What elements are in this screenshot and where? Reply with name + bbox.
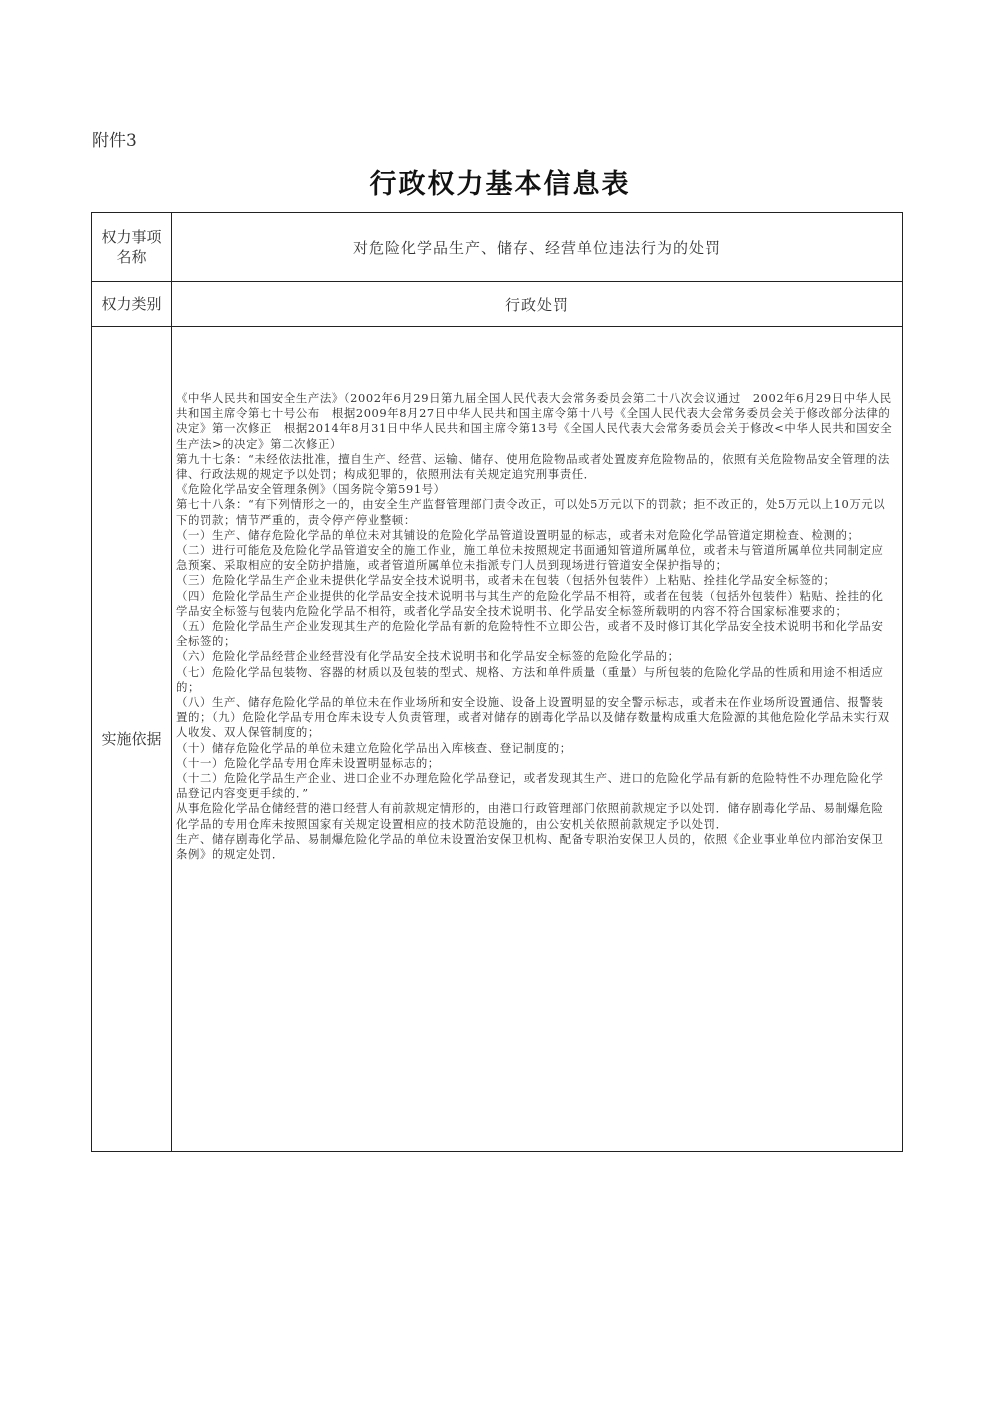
power-name-label: 权力事项名称 <box>92 213 172 282</box>
table-row <box>92 282 903 327</box>
basis-paragraph: （二）进行可能危及危险化学品管道安全的施工作业，施工单位未按照规定书面通知管道所属单位，或者未与管道所属单位共同制定应急预案、采取相应的安全防护措施，或者管道所属单位未指派专门人员到现场进行管道安全保护指导的； <box>176 543 884 573</box>
basis-paragraph: （十一）危险化学品专用仓库未设置明显标志的； <box>176 755 440 770</box>
implementation-basis-label: 实施依据 <box>92 327 172 1152</box>
basis-paragraph: 《危险化学品安全管理条例》（国务院令第591号） <box>176 482 446 497</box>
power-category-label: 权力类别 <box>92 282 172 327</box>
power-category-value: 行政处罚 <box>172 282 903 327</box>
basis-paragraph: （七）危险化学品包装物、容器的材质以及包装的型式、规格、方法和单件质量（重量）与所包装的危险化学品的性质和用途不相适应的； <box>176 664 884 694</box>
basis-paragraph: （一）生产、储存危险化学品的单位未对其铺设的危险化学品管道设置明显的标志，或者未对危险化学品管道定期检查、检测的； <box>176 527 860 542</box>
table-row <box>92 327 903 1152</box>
document-title: 行政权力基本信息表 <box>369 169 631 200</box>
basis-paragraph: 生产、储存剧毒化学品、易制爆危险化学品的单位未设置治安保卫机构、配备专职治安保卫人员的，依照《企业事业单位内部治安保卫条例》的规定处罚． <box>176 831 884 862</box>
basis-paragraph: 第七十八条：“有下列情形之一的，由安全生产监督管理部门责令改正，可以处5万元以下的罚款；拒不改正的，处5万元以上10万元以下的罚款；情节严重的，责令停产停业整顿： <box>176 497 886 527</box>
basis-paragraph: （五）危险化学品生产企业发现其生产的危险化学品有新的危险特性不立即公告，或者不及时修订其化学品安全技术说明书和化学品安全标签的； <box>176 619 884 649</box>
power-name-value: 对危险化学品生产、储存、经营单位违法行为的处罚 <box>172 213 903 282</box>
basis-paragraph: 从事危险化学品仓储经营的港口经营人有前款规定情形的，由港口行政管理部门依照前款规定予以处罚．储存剧毒化学品、易制爆危险化学品的专用仓库未按照国家有关规定设置相应的技术防范设施的，由公安机关依照前款规定予以处罚． <box>176 801 884 831</box>
basis-paragraph: （三）危险化学品生产企业未提供化学品安全技术说明书，或者未在包装（包括外包装件）上粘贴、拴挂化学品安全标签的； <box>176 573 836 588</box>
basis-paragraph: 第九十七条：“未经依法批准，擅自生产、经营、运输、储存、使用危险物品或者处置废弃危险物品的，依照有关危险物品安全管理的法律、行政法规的规定予以处罚；构成犯罪的，依照刑法有关规定追究刑事责任． <box>176 451 890 482</box>
basis-paragraph: 《中华人民共和国安全生产法》（2002年6月29日第九届全国人民代表大会常务委员会第二十八次会议通过 2002年6月29日中华人民共和国主席令第七十号公布 根据2009年8月27日中华人民共和国主席令第十八号《全国人民代表大会常务委员会关于修改部分法律的决定》第一次修正 根据2014年8月31日中华人民共和国主席令第13号《全国人民代表大会常务委员会关于修改<中华人民共和国安全生产法>的决定》第二次修正） <box>176 391 893 451</box>
basis-paragraph: （八）生产、储存危险化学品的单位未在作业场所和安全设施、设备上设置明显的安全警示标志，或者未在作业场所设置通信、报警装置的；（九）危险化学品专用仓库未设专人负责管理，或者对储存的剧毒化学品以及储存数量构成重大危险源的其他危险化学品未实行双人收发、双人保管制度的； <box>176 695 890 740</box>
basis-paragraph: （六）危险化学品经营企业经营没有化学品安全技术说明书和化学品安全标签的危险化学品的； <box>176 649 680 664</box>
basis-paragraph: （十）储存危险化学品的单位未建立危险化学品出入库核查、登记制度的； <box>176 740 572 755</box>
implementation-basis-text <box>172 327 903 1152</box>
basis-paragraph: （十二）危险化学品生产企业、进口企业不办理危险化学品登记，或者发现其生产、进口的危险化学品有新的危险特性不办理危险化学品登记内容变更手续的．” <box>176 771 884 801</box>
info-table <box>91 212 903 1152</box>
table-row <box>92 213 903 282</box>
basis-paragraph: （四）危险化学品生产企业提供的化学品安全技术说明书与其生产的危险化学品不相符，或者在包装（包括外包装件）粘贴、拴挂的化学品安全标签与包装内危险化学品不相符，或者化学品安全技术说明书、化学品安全标签所载明的内容不符合国家标准要求的； <box>176 588 884 618</box>
attachment-label: 附件3 <box>92 131 137 151</box>
